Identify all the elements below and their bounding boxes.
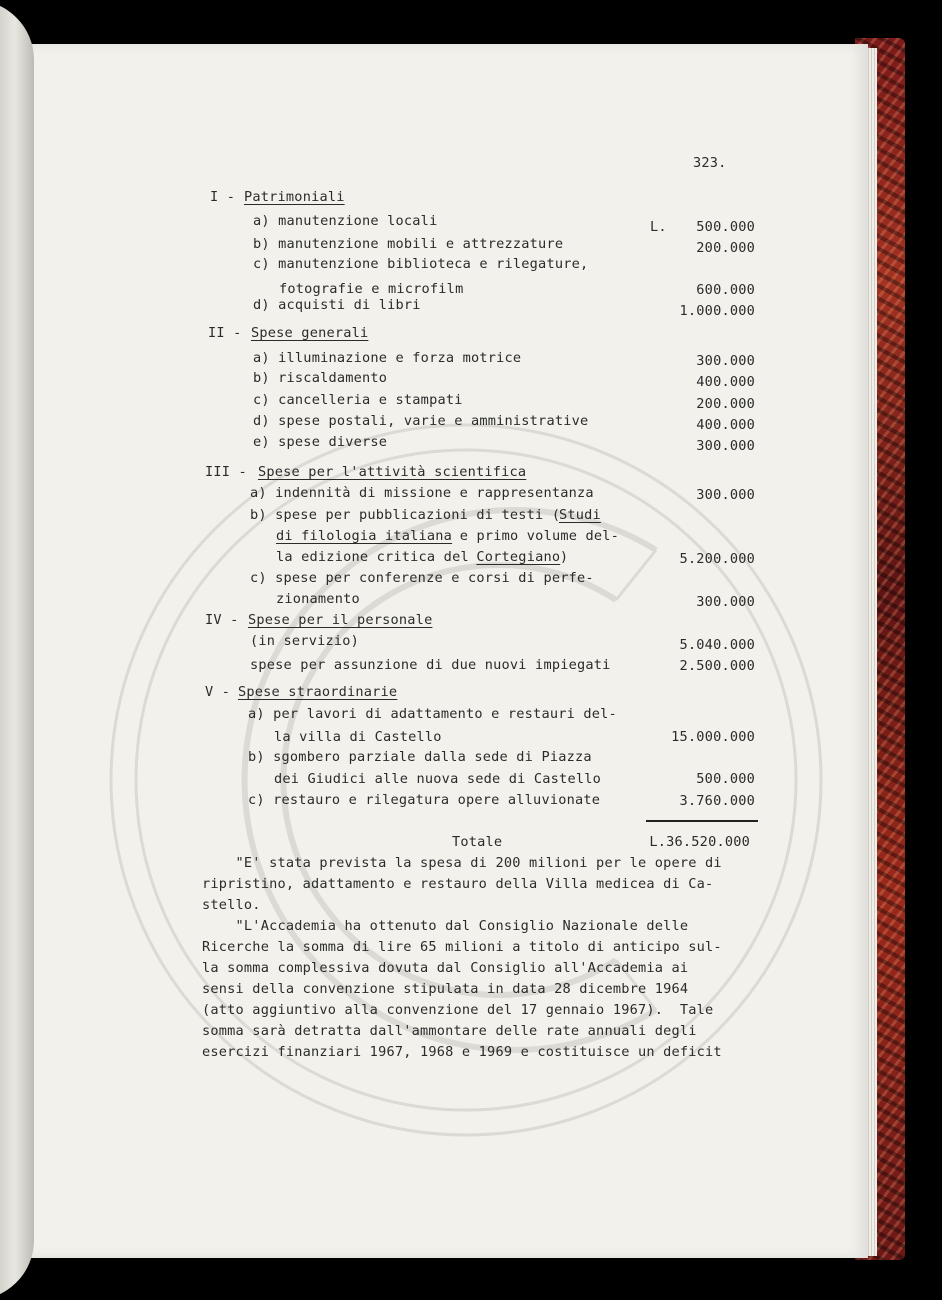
section-numeral: II - — [208, 325, 242, 341]
item-label: la villa di Castello — [274, 729, 442, 745]
section-title: Spese straordinarie — [238, 684, 398, 700]
section-title: Spese generali — [251, 325, 369, 341]
item-label-underlined: di filologia italiana — [276, 528, 453, 544]
total-label: Totale — [452, 834, 503, 850]
item-amount: 300.000 — [696, 594, 755, 610]
item-label: c) restauro e rilegatura opere alluvionate — [248, 792, 601, 808]
item-label: (in servizio) — [250, 633, 359, 649]
item-label: b) sgombero parziale dalla sede di Piazza — [248, 749, 592, 765]
item-amount: 400.000 — [696, 417, 755, 433]
item-label: e) spese diverse — [253, 434, 388, 450]
item-label: ) — [559, 549, 569, 565]
item-label: b) riscaldamento — [253, 370, 388, 386]
item-label: d) acquisti di libri — [253, 297, 421, 313]
section-title: Spese per l'attività scientifica — [258, 464, 527, 480]
item-label: c) cancelleria e stampati — [253, 392, 463, 408]
paragraph-line: "E' stata prevista la spesa di 200 milioni per le opere di — [202, 855, 722, 871]
total-rule — [646, 820, 758, 822]
item-amount: 5.040.000 — [679, 637, 755, 653]
item-label-underlined: Cortegiano — [476, 549, 561, 565]
item-label: d) spese postali, varie e amministrative — [253, 413, 589, 429]
facing-page-curl — [0, 0, 34, 1300]
currency-symbol: L. — [650, 219, 667, 235]
section-numeral: I - — [210, 189, 236, 205]
item-label: b) manutenzione mobili e attrezzature — [253, 236, 564, 252]
paragraph-line: somma sarà detratta dall'ammontare delle rate annuali degli — [202, 1023, 697, 1039]
item-label: zionamento — [276, 591, 360, 607]
page-number: 323. — [693, 155, 727, 171]
item-label: la edizione critica del — [276, 549, 478, 565]
item-label: e primo volume del- — [451, 528, 620, 544]
item-label: dei Giudici alle nuova sede di Castello — [274, 771, 601, 787]
item-label: a) per lavori di adattamento e restauri del- — [248, 706, 617, 722]
item-label: c) spese per conferenze e corsi di perfe- — [250, 570, 594, 586]
item-amount: 600.000 — [696, 282, 755, 298]
paragraph-line: stello. — [202, 897, 261, 913]
total-amount: L.36.520.000 — [649, 834, 750, 850]
item-label: a) illuminazione e forza motrice — [253, 350, 522, 366]
item-amount: 15.000.000 — [671, 729, 755, 745]
paragraph-line: ripristino, adattamento e restauro della Villa medicea di Ca- — [202, 876, 714, 892]
section-numeral: V - — [205, 684, 231, 700]
item-label: fotografie e microfilm — [279, 281, 464, 297]
paragraph-line: la somma complessiva dovuta dal Consiglio all'Accademia ai — [202, 960, 689, 976]
item-amount: 1.000.000 — [679, 303, 755, 319]
item-amount: 200.000 — [696, 240, 755, 256]
item-label: spese per assunzione di due nuovi impiegati — [250, 657, 611, 673]
paragraph-line: Ricerche la somma di lire 65 milioni a titolo di anticipo sul- — [202, 939, 722, 955]
item-label: b) spese per pubblicazioni di testi ( — [250, 507, 561, 523]
section-title: Spese per il personale — [248, 612, 433, 628]
item-amount: 300.000 — [696, 487, 755, 503]
item-amount: 400.000 — [696, 374, 755, 390]
item-amount: 200.000 — [696, 396, 755, 412]
paragraph-line: (atto aggiuntivo alla convenzione del 17 gennaio 1967). Tale — [202, 1002, 714, 1018]
item-amount: 500.000 — [696, 771, 755, 787]
item-amount: 3.760.000 — [679, 793, 755, 809]
item-label-underlined: Studi — [558, 507, 601, 523]
paragraph-line: sensi della convenzione stipulata in data 28 dicembre 1964 — [202, 981, 689, 997]
paragraph-line: esercizi finanziari 1967, 1968 e 1969 e costituisce un deficit — [202, 1044, 722, 1060]
item-label: a) manutenzione locali — [253, 213, 438, 229]
section-title: Patrimoniali — [244, 189, 345, 205]
paragraph-line: "L'Accademia ha ottenuto dal Consiglio Nazionale delle — [202, 918, 689, 934]
item-amount: 5.200.000 — [679, 551, 755, 567]
item-amount: 300.000 — [696, 438, 755, 454]
item-amount: 300.000 — [696, 353, 755, 369]
item-label: c) manutenzione biblioteca e rilegature, — [253, 256, 589, 272]
item-amount: 500.000 — [696, 219, 755, 235]
section-numeral: III - — [205, 464, 247, 480]
section-numeral: IV - — [205, 612, 239, 628]
item-label: a) indennità di missione e rappresentanza — [250, 485, 594, 501]
item-amount: 2.500.000 — [679, 658, 755, 674]
